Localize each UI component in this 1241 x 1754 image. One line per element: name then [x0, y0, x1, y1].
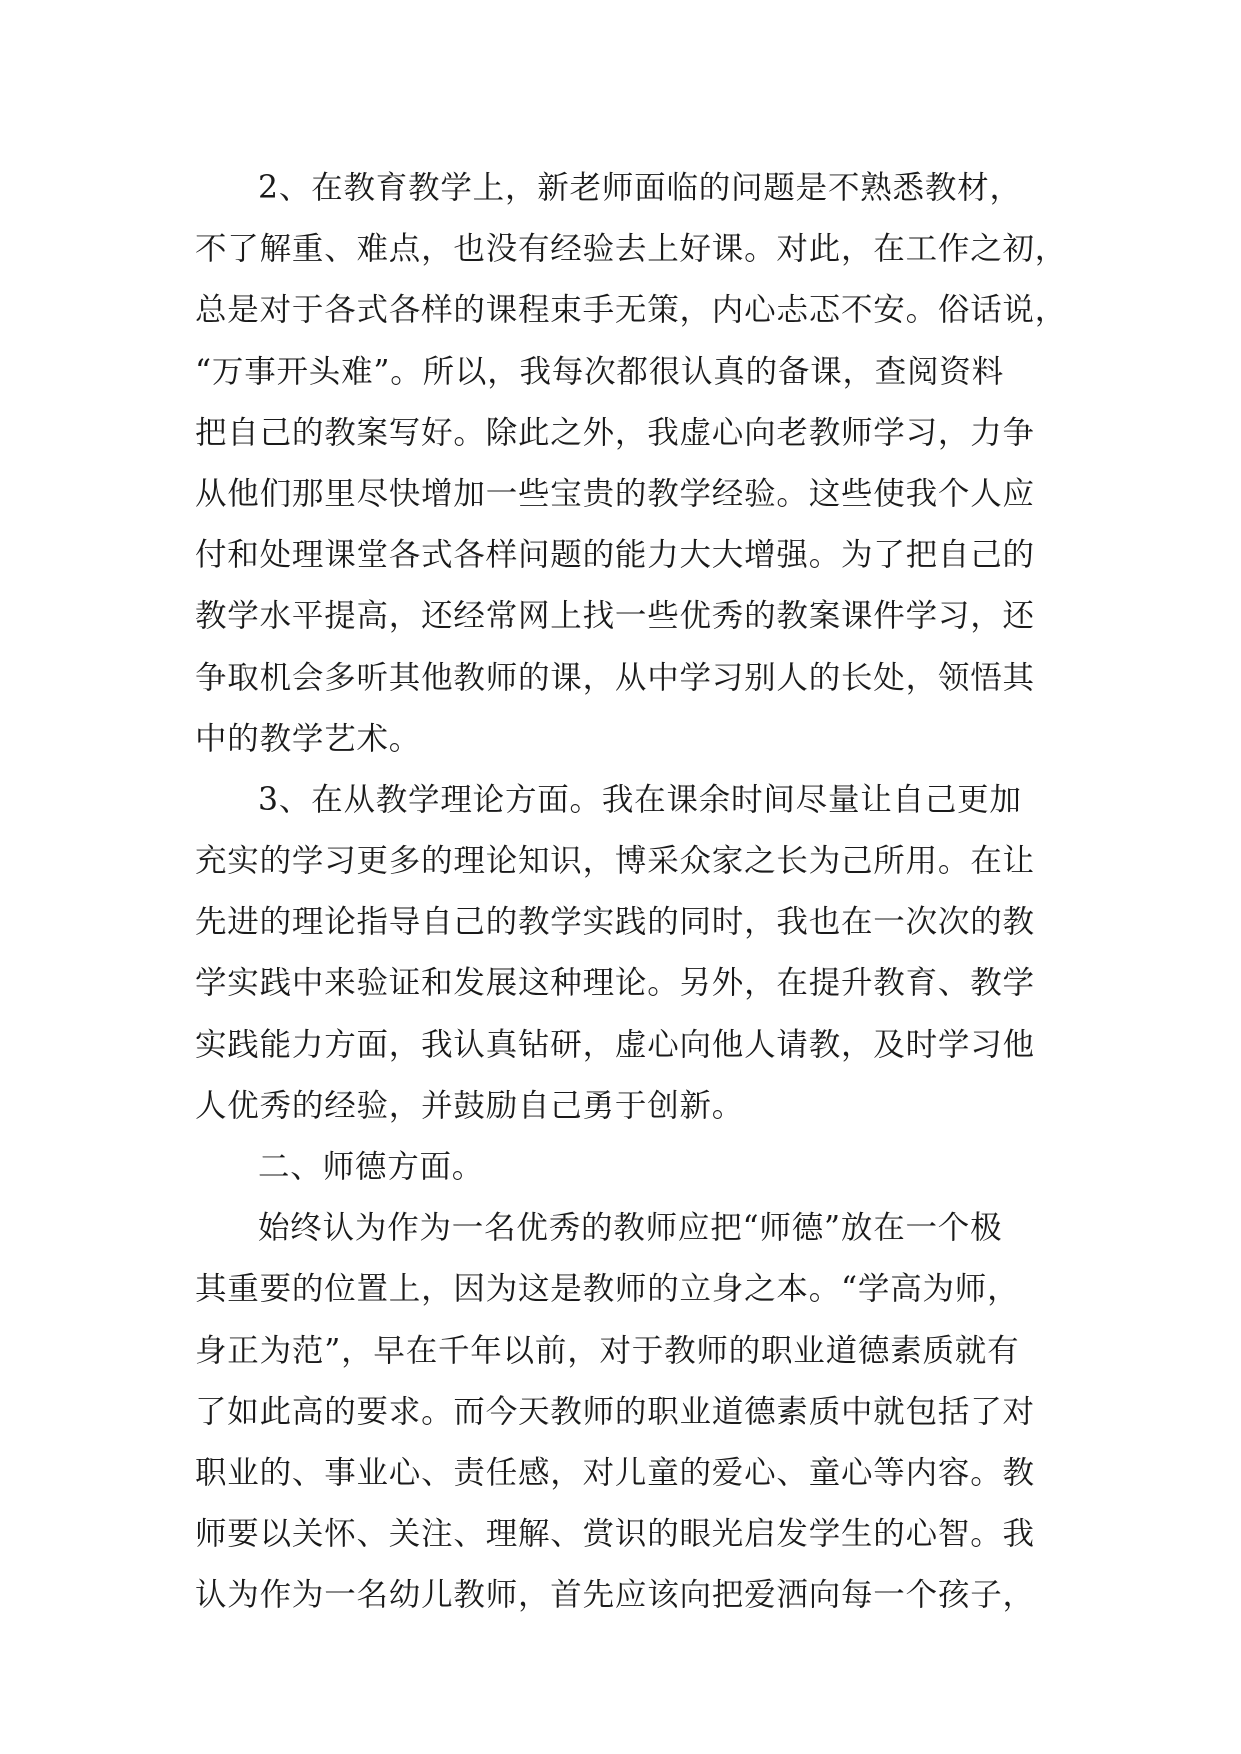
text-line: 把自己的教案写好。除此之外，我虚心向老教师学习，力争 [195, 414, 1035, 451]
text-line: 中的教学艺术。 [195, 720, 422, 757]
text-line: 3、在从教学理论方面。我在课余时间尽量让自己更加 [258, 781, 1022, 818]
text-line: 身正为范”，早在千年以前，对于教师的职业道德素质就有 [195, 1332, 1020, 1369]
text-line: 充实的学习更多的理论知识，博采众家之长为己所用。在让 [195, 843, 1035, 880]
section-heading: 二、师德方面。 [258, 1149, 485, 1185]
text-line: 总是对于各式各样的课程束手无策，内心忐忑不安。俗话说， [195, 292, 1068, 329]
text-line: 从他们那里尽快增加一些宝贵的教学经验。这些使我个人应 [195, 475, 1035, 512]
document-body-text [195, 158, 1068, 1627]
text-line: 始终认为作为一名优秀的教师应把“师德”放在一个极 [258, 1210, 1003, 1247]
text-line: 争取机会多听其他教师的课，从中学习别人的长处，领悟其 [195, 659, 1035, 696]
text-line: 学实践中来验证和发展这种理论。另外，在提升教育、教学 [195, 965, 1035, 1002]
text-line: “万事开头难”。所以，我每次都很认真的备课，查阅资料 [195, 353, 1005, 390]
text-line: 实践能力方面，我认真钻研，虚心向他人请教，及时学习他 [195, 1026, 1035, 1063]
text-line: 职业的、事业心、责任感，对儿童的爱心、童心等内容。教 [195, 1454, 1035, 1491]
text-line: 教学水平提高，还经常网上找一些优秀的教案课件学习，还 [195, 598, 1035, 635]
text-line: 其重要的位置上，因为这是教师的立身之本。“学高为师， [195, 1271, 1020, 1308]
text-line: 认为作为一名幼儿教师，首先应该向把爱洒向每一个孩子， [195, 1577, 1035, 1614]
text-line: 付和处理课堂各式各样问题的能力大大增强。为了把自己的 [195, 537, 1035, 574]
text-line: 2、在教育教学上，新老师面临的问题是不熟悉教材， [258, 170, 1022, 206]
text-line: 师要以关怀、关注、理解、赏识的眼光启发学生的心智。我 [195, 1516, 1035, 1553]
text-line: 不了解重、难点，也没有经验去上好课。对此，在工作之初， [195, 231, 1068, 268]
text-line: 先进的理论指导自己的教学实践的同时，我也在一次次的教 [195, 904, 1035, 941]
text-line: 了如此高的要求。而今天教师的职业道德素质中就包括了对 [195, 1393, 1035, 1430]
text-line: 人优秀的经验，并鼓励自己勇于创新。 [195, 1087, 745, 1124]
